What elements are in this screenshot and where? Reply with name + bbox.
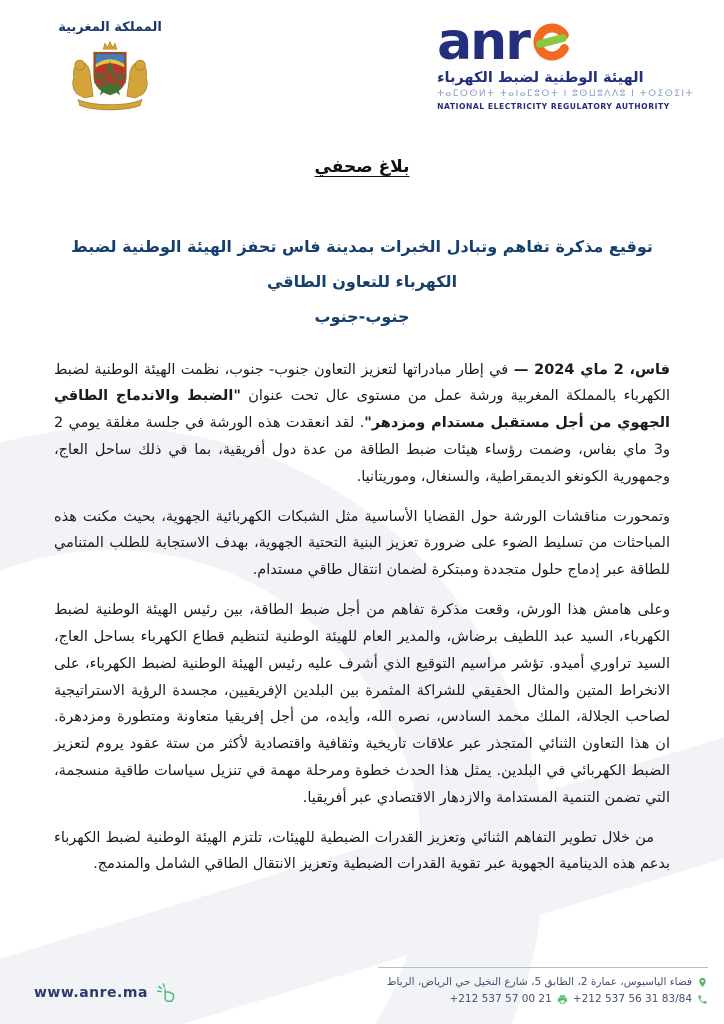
footer-website-block — [34, 982, 178, 1004]
paragraph — [54, 825, 670, 879]
paragraph-bold-run: "الضبط والاندماج الطاقي الجهوي من أجل مستقبل مستدام ومزدهر" — [54, 388, 670, 432]
footer-phone-2: +212 537 57 00 21 — [449, 993, 552, 1006]
click-hand-icon — [156, 982, 178, 1004]
doc-type-title: بلاغ صحفي — [314, 157, 410, 177]
footer-phone-1: +212 537 56 31 83/84 — [572, 993, 692, 1006]
fax-printer-icon — [557, 994, 568, 1005]
anre-logo-e-icon — [531, 20, 573, 62]
anre-logo — [437, 12, 694, 111]
paragraph-run: وعلى هامش هذا الورش، وقعت مذكرة تفاهم من أجل ضبط الطاقة، بين رئيس الهيئة الوطنية لضبط الكهرباء، السيد عبد اللطيف برضاش، والمدير العام للهيئة الوطنية لتنظيم قطاع الكهرباء بساحل العاج، السيد تراوري أميدو. تؤشر مراسيم التوقيع الذي أشرف عليه رئيس الهيئة الوطنية لضبط الكهرباء، على الانخراط المتين والمثال الحقيقي للشراكة المثمرة بين البلدين الإفريقيين، مجسدة الرؤية الاستراتيجية لصاحب الجلالة، الملك محمد السادس، نصره الله، وأيده، من أجل إفريقيا متعاونة ومتطورة ومزدهرة. ان هذا التعاون الثنائي المتجذر عبر علاقات تاريخية وثقافية واقتصادية لأكثر من ستة عقود يروم لتعزيز الضبط الكهربائي في البلدين. يمثل هذا الحدث خطوة ومرحلة مهمة في تنزيل سياسات طاقية منسجمة، التي تضمن التنمية المستدامة والازدهار الاقتصادي عبر أفريقيا. — [54, 602, 670, 806]
paragraph-bold-run: فاس، 2 ماي 2024 — — [508, 361, 670, 378]
headline-line1: توقيع مذكرة تفاهم وتبادل الخبرات بمدينة فاس تحفز الهيئة الوطنية لضبط الكهرباء للتعاون الطاقي — [71, 237, 653, 292]
headline-line2: جنوب-جنوب — [314, 307, 410, 327]
headline — [60, 229, 664, 335]
morocco-coat-of-arms-icon — [68, 39, 152, 119]
anre-arabic-name: الهيئة الوطنية لضبط الكهرباء — [437, 70, 644, 86]
page-footer — [0, 954, 724, 1024]
footer-address: فضاء الياسيوس، عمارة 2، الطابق 5، شارع النخيل حي الرياض، الرباط — [386, 976, 692, 989]
paragraph — [54, 357, 670, 491]
phone-icon — [697, 994, 708, 1005]
paragraph-run: من خلال تطوير التفاهم الثنائي وتعزيز القدرات الضبطية للهيئات، تلتزم الهيئة الوطنية لضبط الكهرباء بدعم هذه الدينامية الجهوية عبر تقوية القدرات الضبطية وتعزيز الانتقال الطاقي الشامل والمندمج. — [54, 829, 670, 873]
page-header — [0, 0, 724, 123]
paragraph-run: وتمحورت مناقشات الورشة حول القضايا الأساسية مثل الشبكات الكهربائية الجهوية، بحيث مكنت هذه المباحثات من تسليط الضوء على ضرورة تعزيز البنية التحتية الجهوية، بهدف الاستجابة للطلب المتنامي للطاقة عبر إدماج حلول متجددة ومبتكرة لضمان انتقال طاقي مستدام. — [54, 508, 670, 579]
kingdom-block — [40, 20, 180, 123]
footer-contact-block — [378, 967, 708, 1008]
kingdom-label: المملكة المغربية — [58, 20, 162, 35]
anre-tifinagh-name: ⵜⴰⵎⵔⵙⵍⵜ ⵜⴰⵏⴰⵎⵓⵔⵜ ⵏ ⵓⵙⵡⵓⴷⴷⵓ ⵏ ⵜⵔⵉⵙⵉⵏⵜ — [437, 89, 694, 99]
location-pin-icon — [697, 977, 708, 988]
footer-separator — [378, 967, 708, 968]
paragraph — [54, 597, 670, 812]
website-link[interactable]: www.anre.ma — [34, 985, 148, 1001]
footer-address-row — [378, 974, 708, 991]
footer-phones-row — [378, 991, 708, 1008]
paragraph — [54, 504, 670, 584]
body-paragraphs — [54, 357, 670, 879]
paragraph-run: في إطار مبادراتها لتعزيز التعاون جنوب- جنوب، نظمت الهيئة الوطنية لضبط الكهرباء بالمملكة المغربية ورشة عمل من مستوى عال تحت عنوان — [54, 361, 670, 405]
document-body — [0, 157, 724, 878]
anre-logo-text: anr — [437, 12, 529, 73]
anre-english-name: NATIONAL ELECTRICITY REGULATORY AUTHORITY — [437, 102, 670, 111]
anre-logo-wordmark — [437, 12, 694, 73]
paragraph-run: . لقد انعقدت هذه الورشة في جلسة مغلقة يومي 2 و3 ماي بفاس، وضمت رؤساء هيئات ضبط الطاقة من عدة دول أفريقية، بما في ذلك ساحل العاج، وجمهورية الكونغو الديمقراطية، والسنغال، وموريتانيا. — [54, 415, 670, 485]
